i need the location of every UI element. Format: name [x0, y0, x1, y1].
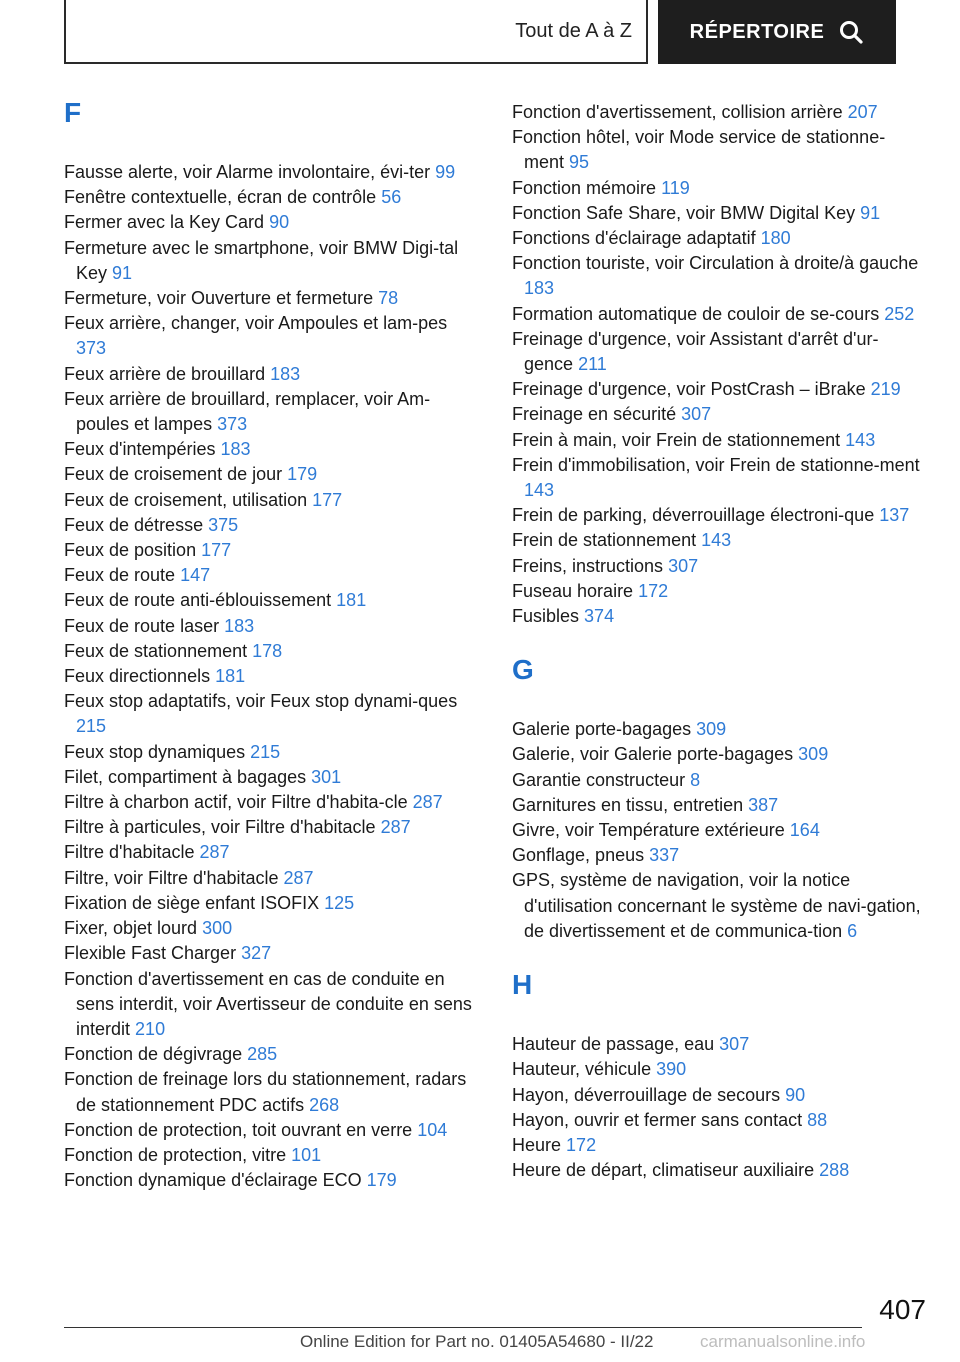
index-entry: Fonction Safe Share, voir BMW Digital Key 91 — [512, 202, 881, 223]
index-entry: Formation automatique de couloir de se-cours 252 — [512, 303, 915, 324]
page-link[interactable]: 119 — [661, 177, 690, 198]
index-entry: Heure 172 — [512, 1134, 597, 1155]
page-link[interactable]: 327 — [241, 943, 272, 964]
index-entry: Fonction mémoire 119 — [512, 177, 690, 198]
page-link[interactable]: 373 — [76, 338, 107, 359]
index-entry: Fonction de freinage lors du stationnement, radars de stationnement PDC actifs 268 — [64, 1069, 467, 1115]
page-link[interactable]: 375 — [208, 514, 239, 535]
page-number: 407 — [879, 1294, 926, 1325]
index-entry: Freinage d'urgence, voir PostCrash – iBrake 219 — [512, 379, 901, 400]
index-entry: Filtre d'habitacle 287 — [64, 842, 230, 863]
index-entry: Feux de route 147 — [64, 565, 211, 586]
index-entry: Feux stop adaptatifs, voir Feux stop dynami-ques 215 — [64, 691, 458, 737]
index-entry: Feux de stationnement 178 — [64, 640, 283, 661]
index-entry: Feux de route anti-éblouissement 181 — [64, 590, 367, 611]
page-link[interactable]: 101 — [291, 1144, 322, 1165]
index-entry: Fonction de protection, toit ouvrant en verre 104 — [64, 1119, 448, 1140]
index-entry: Fonction de protection, vitre 101 — [64, 1144, 322, 1165]
page-link[interactable]: 143 — [701, 530, 732, 551]
page-link[interactable]: 56 — [381, 187, 402, 208]
page-link[interactable]: 288 — [819, 1160, 850, 1181]
index-entry: Frein de parking, déverrouillage électroni-que 137 — [512, 505, 910, 526]
index-entry: Freinage d'urgence, voir Assistant d'arrêt d'ur-gence 211 — [512, 328, 879, 375]
page-link[interactable]: 8 — [690, 769, 701, 790]
search-icon — [838, 19, 864, 45]
index-entry: Fonctions d'éclairage adaptatif 180 — [512, 228, 791, 249]
index-entry: Flexible Fast Charger 327 — [64, 943, 272, 964]
page-link[interactable]: 91 — [860, 202, 881, 223]
page-link[interactable]: 172 — [638, 580, 669, 601]
index-entry: Garnitures en tissu, entretien 387 — [512, 794, 779, 815]
tab-tout-de-a-a-z[interactable] — [64, 0, 648, 64]
index-entry: Fusibles 374 — [512, 606, 615, 627]
index-entry: Fenêtre contextuelle, écran de contrôle 56 — [64, 187, 402, 208]
page-link[interactable]: 90 — [269, 212, 290, 233]
index-entry: Givre, voir Température extérieure 164 — [512, 820, 820, 841]
tab-repertoire-label: RÉPERTOIRE — [689, 20, 825, 43]
index-entry: Fixation de siège enfant ISOFIX 125 — [64, 892, 355, 913]
page-link[interactable]: 179 — [366, 1170, 397, 1191]
page-link[interactable]: 300 — [202, 918, 233, 939]
index-entry: Galerie porte-bagages 309 — [512, 719, 727, 740]
page-link[interactable]: 88 — [807, 1109, 828, 1130]
index-entry: Garantie constructeur 8 — [512, 769, 701, 790]
page-link[interactable]: 268 — [309, 1094, 340, 1115]
index-entry: Fonction d'avertissement, collision arrière 207 — [512, 102, 878, 122]
page-link[interactable]: 285 — [247, 1044, 278, 1065]
page-link[interactable]: 337 — [649, 845, 680, 866]
section-letter-h: H — [512, 969, 533, 1001]
index-entry: Galerie, voir Galerie porte-bagages 309 — [512, 744, 829, 765]
page-link[interactable]: 252 — [884, 303, 915, 324]
index-entry: Hayon, ouvrir et fermer sans contact 88 — [512, 1109, 828, 1130]
page-link[interactable]: 287 — [412, 792, 443, 813]
index-entry: Feux de route laser 183 — [64, 615, 255, 636]
index-entry: Fausse alerte, voir Alarme involontaire, évi-ter 99 — [64, 162, 456, 182]
index-entry: Filtre, voir Filtre d'habitacle 287 — [64, 867, 314, 888]
page-link[interactable]: 309 — [798, 744, 829, 765]
page-link[interactable]: 183 — [224, 615, 255, 636]
index-entry: Filet, compartiment à bagages 301 — [64, 766, 342, 787]
page-link[interactable]: 390 — [656, 1059, 687, 1080]
page-link[interactable]: 210 — [135, 1018, 166, 1039]
page-link[interactable]: 287 — [199, 842, 230, 863]
index-entry: Freins, instructions 307 — [512, 555, 699, 576]
index-entry: Frein d'immobilisation, voir Frein de stationne-ment 143 — [512, 454, 920, 501]
page-link[interactable]: 91 — [112, 262, 133, 283]
index-entry: Hayon, déverrouillage de secours 90 — [512, 1084, 806, 1105]
page-link[interactable]: 147 — [180, 565, 211, 586]
page-link[interactable]: 179 — [287, 464, 318, 485]
page-link[interactable]: 125 — [324, 892, 355, 913]
index-entry: Fixer, objet lourd 300 — [64, 918, 233, 939]
tab-tout-de-a-a-z-label: Tout de A à Z — [515, 19, 632, 42]
page-link[interactable]: 177 — [312, 489, 343, 510]
page-link[interactable]: 95 — [569, 152, 590, 173]
index-entry: Feux arrière, changer, voir Ampoules et lam-pes 373 — [64, 313, 448, 359]
page-link[interactable]: 164 — [789, 820, 820, 841]
page-link[interactable]: 172 — [566, 1134, 597, 1155]
index-entry: GPS, système de navigation, voir la notice d'utilisation concernant le système de navi-gation, de divertissement et de communica-tion 6 — [512, 870, 921, 941]
index-entry: Feux arrière de brouillard 183 — [64, 363, 301, 384]
page-link[interactable]: 143 — [524, 480, 555, 501]
page-link[interactable]: 90 — [785, 1084, 806, 1105]
watermark-text: carmanualsonline.info — [700, 1332, 866, 1351]
index-entry: Fonction de dégivrage 285 — [64, 1044, 278, 1065]
index-column-right — [512, 100, 924, 1183]
page-link[interactable]: 215 — [76, 716, 107, 737]
page-link[interactable]: 137 — [879, 505, 910, 526]
index-entry: Filtre à particules, voir Filtre d'habitacle 287 — [64, 817, 411, 838]
index-entry: Fermeture, voir Ouverture et fermeture 78 — [64, 288, 399, 309]
page-link[interactable]: 287 — [380, 817, 411, 838]
index-entry: Fermeture avec le smartphone, voir BMW Digi-tal Key 91 — [64, 237, 459, 283]
index-entry: Fonction hôtel, voir Mode service de stationne-ment 95 — [512, 127, 886, 173]
page-link[interactable]: 373 — [217, 414, 248, 435]
footer-divider — [64, 1327, 862, 1328]
page-link[interactable]: 181 — [336, 590, 367, 611]
page-link[interactable]: 301 — [311, 766, 342, 787]
index-entry: Heure de départ, climatiseur auxiliaire 288 — [512, 1160, 850, 1181]
page-link[interactable]: 183 — [524, 278, 555, 299]
index-entry: Feux de position 177 — [64, 540, 232, 561]
page-link[interactable]: 183 — [220, 439, 251, 460]
page-link[interactable]: 219 — [870, 379, 901, 400]
page-link[interactable]: 183 — [270, 363, 301, 384]
page-link[interactable]: 287 — [283, 867, 314, 888]
page-link[interactable]: 181 — [215, 666, 246, 687]
index-entry: Hauteur de passage, eau 307 — [512, 1034, 750, 1055]
page-link[interactable]: 180 — [760, 228, 791, 249]
index-entry: Frein à main, voir Frein de stationnement 143 — [512, 429, 876, 450]
section-letter-f: F — [64, 97, 82, 128]
page-link[interactable]: 307 — [681, 404, 712, 425]
page-link[interactable]: 309 — [696, 719, 727, 740]
index-entry: Fuseau horaire 172 — [512, 580, 669, 601]
page-link[interactable]: 307 — [719, 1034, 750, 1055]
page-link[interactable]: 178 — [252, 640, 283, 661]
index-entry: Freinage en sécurité 307 — [512, 404, 712, 425]
tab-repertoire[interactable] — [658, 0, 896, 64]
index-entry: Fonction dynamique d'éclairage ECO 179 — [64, 1170, 397, 1191]
index-entry: Feux arrière de brouillard, remplacer, voir Am-poules et lampes 373 — [64, 388, 431, 435]
page-link[interactable]: 99 — [435, 162, 456, 182]
page-link[interactable]: 211 — [578, 354, 607, 375]
index-entry: Feux de détresse 375 — [64, 514, 239, 535]
top-navigation — [64, 0, 896, 64]
index-entry: Feux d'intempéries 183 — [64, 439, 251, 460]
page-link[interactable]: 78 — [378, 288, 399, 309]
page-link[interactable]: 177 — [201, 540, 232, 561]
index-entry: Fonction d'avertissement en cas de conduite en sens interdit, voir Avertisseur de conduite en sens interdit 210 — [64, 968, 472, 1039]
index-entry: Feux de croisement, utilisation 177 — [64, 489, 343, 510]
page-link[interactable]: 307 — [668, 555, 699, 576]
section-letter-g: G — [512, 654, 534, 686]
index-entry: Feux directionnels 181 — [64, 666, 246, 687]
page-link[interactable]: 387 — [748, 794, 779, 815]
index-column-left — [64, 98, 476, 1193]
page-link[interactable]: 215 — [250, 741, 281, 762]
page-link[interactable]: 104 — [417, 1119, 448, 1140]
index-entry: Feux de croisement de jour 179 — [64, 464, 318, 485]
index-entry: Gonflage, pneus 337 — [512, 845, 680, 866]
page-link[interactable]: 6 — [847, 920, 858, 941]
index-entry: Feux stop dynamiques 215 — [64, 741, 281, 762]
edition-text: Online Edition for Part no. 01405A54680 - II/22 — [300, 1332, 654, 1351]
index-entry: Fonction touriste, voir Circulation à droite/à gauche 183 — [512, 253, 919, 299]
index-entry: Filtre à charbon actif, voir Filtre d'habita-cle 287 — [64, 792, 443, 813]
page-link[interactable]: 374 — [584, 606, 615, 627]
page-link[interactable]: 207 — [847, 102, 878, 122]
index-entry: Frein de stationnement 143 — [512, 530, 732, 551]
index-entry: Hauteur, véhicule 390 — [512, 1059, 687, 1080]
index-entry: Fermer avec la Key Card 90 — [64, 212, 290, 233]
page-link[interactable]: 143 — [845, 429, 876, 450]
